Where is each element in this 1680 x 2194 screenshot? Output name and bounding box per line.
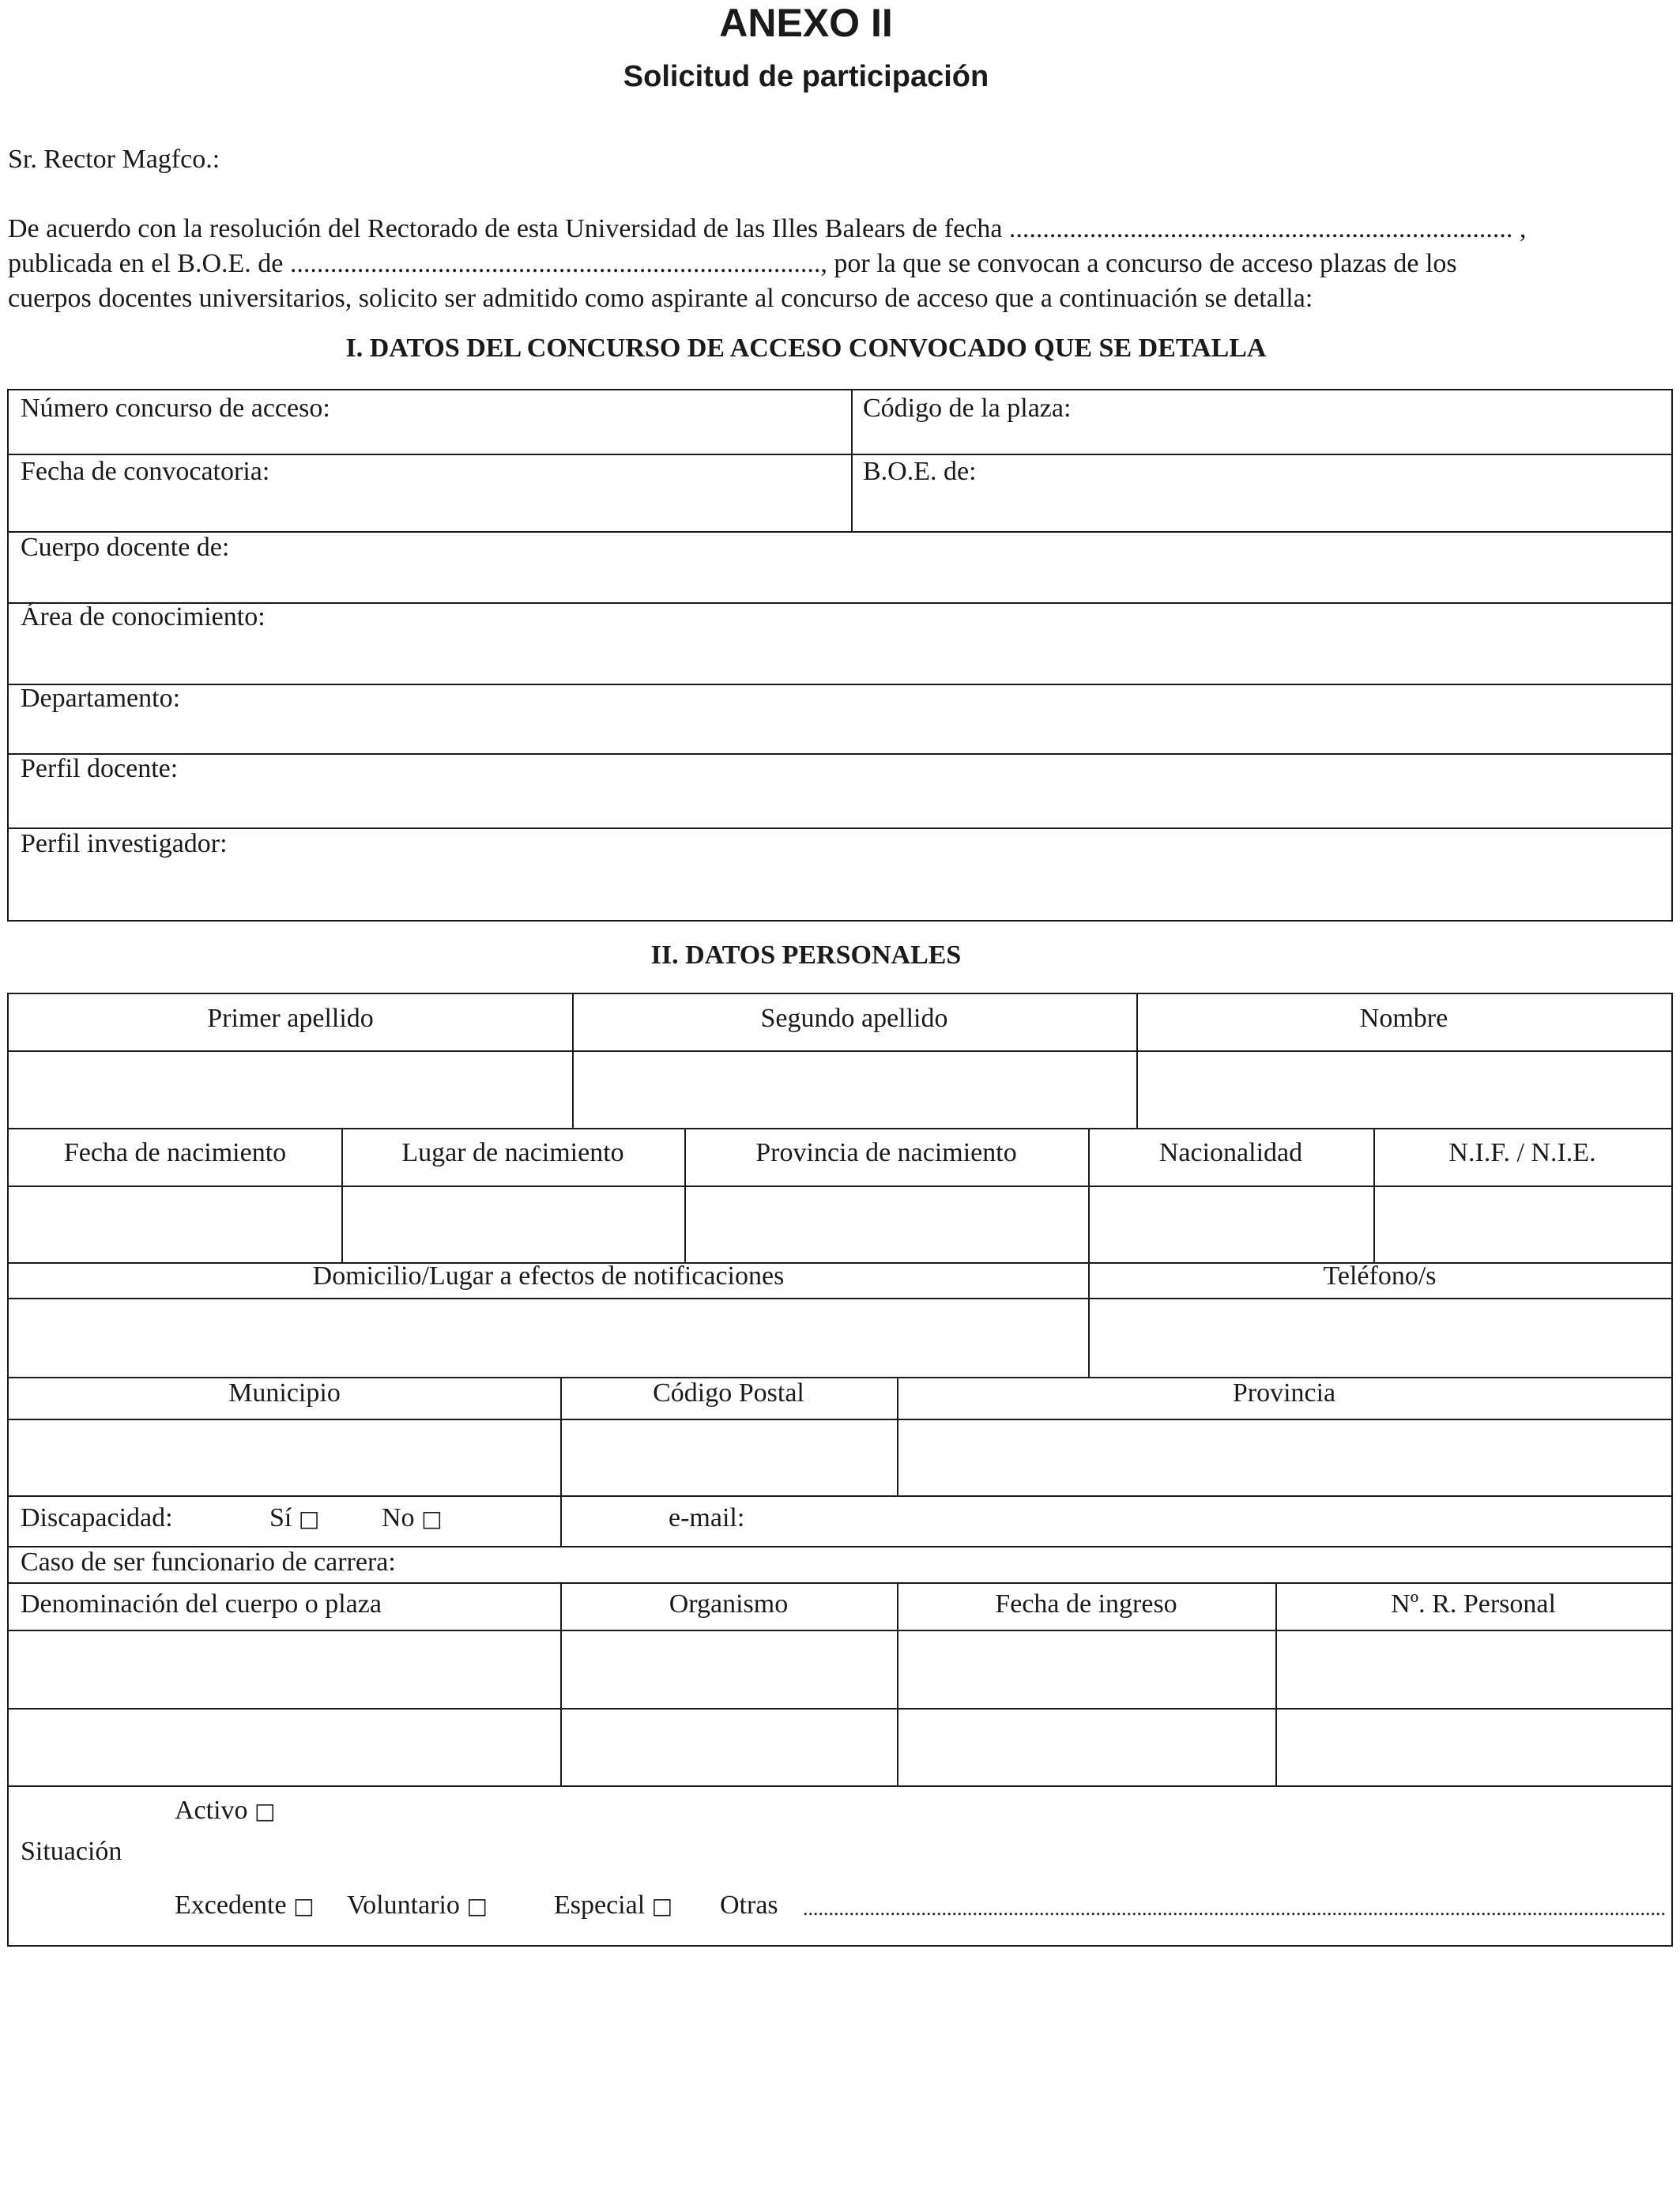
denomination-input-1[interactable] bbox=[9, 1631, 559, 1706]
active-checkbox[interactable]: □ bbox=[254, 1798, 276, 1824]
disability-no-label: No bbox=[382, 1503, 415, 1532]
disability-label: Discapacidad: bbox=[21, 1503, 173, 1532]
otras-label: Otras bbox=[720, 1891, 778, 1920]
birth-date-input[interactable] bbox=[9, 1187, 340, 1261]
contest-data-table bbox=[7, 389, 1673, 922]
birth-place-header: Lugar de nacimiento bbox=[401, 1138, 624, 1167]
page-title: ANEXO II bbox=[719, 1, 893, 45]
disability-no-option[interactable] bbox=[382, 1503, 443, 1533]
disability-no-checkbox[interactable]: □ bbox=[421, 1506, 443, 1532]
denomination-input-2[interactable] bbox=[9, 1710, 559, 1784]
postal-code-input[interactable] bbox=[562, 1420, 895, 1494]
birth-province-header: Provincia de nacimiento bbox=[755, 1138, 1017, 1167]
birth-place-input[interactable] bbox=[343, 1187, 683, 1261]
entry-date-header: Fecha de ingreso bbox=[995, 1589, 1177, 1619]
email-label: e-mail: bbox=[669, 1503, 745, 1532]
especial-label: Especial bbox=[554, 1891, 646, 1920]
excedente-label: Excedente bbox=[175, 1891, 287, 1920]
especial-checkbox[interactable]: □ bbox=[651, 1893, 673, 1919]
municipality-input[interactable] bbox=[9, 1420, 559, 1494]
contest-number-field[interactable]: Número concurso de acceso: bbox=[21, 394, 330, 423]
disability-yes-checkbox[interactable]: □ bbox=[298, 1506, 320, 1532]
email-input[interactable] bbox=[767, 1497, 1668, 1544]
excedente-checkbox[interactable]: □ bbox=[293, 1893, 315, 1919]
position-code-field[interactable]: Código de la plaza: bbox=[863, 394, 1072, 423]
registry-number-input-1[interactable] bbox=[1277, 1631, 1671, 1706]
organism-input-2[interactable] bbox=[562, 1710, 895, 1784]
name-input[interactable] bbox=[1138, 1052, 1671, 1126]
first-surname-header: Primer apellido bbox=[207, 1004, 374, 1033]
section-1-heading: I. DATOS DEL CONCURSO DE ACCESO CONVOCADO QUE SE DETALLA bbox=[345, 334, 1267, 363]
phone-input[interactable] bbox=[1090, 1299, 1671, 1375]
salutation: Sr. Rector Magfco.: bbox=[8, 145, 220, 174]
organism-input-1[interactable] bbox=[562, 1631, 895, 1706]
entry-date-input-1[interactable] bbox=[898, 1631, 1274, 1706]
excedente-option[interactable] bbox=[175, 1891, 315, 1921]
address-input[interactable] bbox=[9, 1299, 1087, 1375]
otras-input[interactable]: ........................................................................................................................................................................ bbox=[803, 1897, 1666, 1920]
knowledge-area-field[interactable]: Área de conocimiento: bbox=[21, 602, 266, 631]
phone-header: Teléfono/s bbox=[1323, 1261, 1437, 1291]
registry-number-input-2[interactable] bbox=[1277, 1710, 1671, 1784]
registry-number-header: Nº. R. Personal bbox=[1391, 1589, 1556, 1619]
research-profile-field[interactable]: Perfil investigador: bbox=[21, 829, 228, 858]
nif-input[interactable] bbox=[1375, 1187, 1671, 1261]
active-label: Activo bbox=[175, 1796, 248, 1825]
voluntario-label: Voluntario bbox=[347, 1891, 460, 1920]
disability-yes-label: Sí bbox=[269, 1503, 292, 1532]
birth-date-header: Fecha de nacimiento bbox=[63, 1138, 287, 1167]
nif-header: N.I.F. / N.I.E. bbox=[1448, 1138, 1596, 1167]
intro-line-1: De acuerdo con la resolución del Rectorado de esta Universidad de las Illes Balears de fecha ........................................................................... , bbox=[8, 214, 1527, 243]
birth-province-input[interactable] bbox=[686, 1187, 1087, 1261]
situation-label: Situación bbox=[21, 1837, 122, 1866]
intro-line-2: publicada en el B.O.E. de ..............................................................................., por la que se convocan a concurso de acceso plazas de los bbox=[8, 249, 1457, 278]
department-field[interactable]: Departamento: bbox=[21, 684, 181, 713]
province-header: Provincia bbox=[1232, 1378, 1336, 1408]
nationality-header: Nacionalidad bbox=[1158, 1138, 1303, 1167]
active-option[interactable] bbox=[175, 1796, 276, 1826]
second-surname-header: Segundo apellido bbox=[760, 1004, 948, 1033]
organism-header: Organismo bbox=[669, 1589, 789, 1619]
entry-date-input-2[interactable] bbox=[898, 1710, 1274, 1784]
intro-line-3: cuerpos docentes universitarios, solicito ser admitido como aspirante al concurso de acceso que a continuación se detalla: bbox=[8, 284, 1313, 313]
nationality-input[interactable] bbox=[1090, 1187, 1372, 1261]
name-header: Nombre bbox=[1359, 1004, 1448, 1033]
intro-paragraph bbox=[8, 212, 1672, 316]
call-date-field[interactable]: Fecha de convocatoria: bbox=[21, 457, 270, 486]
personal-data-table bbox=[7, 993, 1673, 1947]
province-input[interactable] bbox=[898, 1420, 1671, 1494]
voluntario-option[interactable] bbox=[347, 1891, 488, 1921]
address-header: Domicilio/Lugar a efectos de notificaciones bbox=[312, 1261, 785, 1291]
body-denomination-header: Denominación del cuerpo o plaza bbox=[21, 1589, 382, 1619]
page-subtitle: Solicitud de participación bbox=[623, 60, 989, 93]
voluntario-checkbox[interactable]: □ bbox=[466, 1893, 488, 1919]
boe-field[interactable]: B.O.E. de: bbox=[863, 457, 977, 486]
especial-option[interactable] bbox=[554, 1891, 672, 1921]
section-2-heading: II. DATOS PERSONALES bbox=[650, 941, 962, 970]
first-surname-input[interactable] bbox=[9, 1052, 571, 1126]
civil-servant-label: Caso de ser funcionario de carrera: bbox=[21, 1547, 396, 1577]
postal-code-header: Código Postal bbox=[653, 1378, 804, 1408]
teaching-profile-field[interactable]: Perfil docente: bbox=[21, 754, 179, 783]
municipality-header: Municipio bbox=[228, 1378, 341, 1408]
second-surname-input[interactable] bbox=[574, 1052, 1135, 1126]
disability-yes-option[interactable] bbox=[269, 1503, 319, 1533]
teaching-body-field[interactable]: Cuerpo docente de: bbox=[21, 533, 230, 562]
